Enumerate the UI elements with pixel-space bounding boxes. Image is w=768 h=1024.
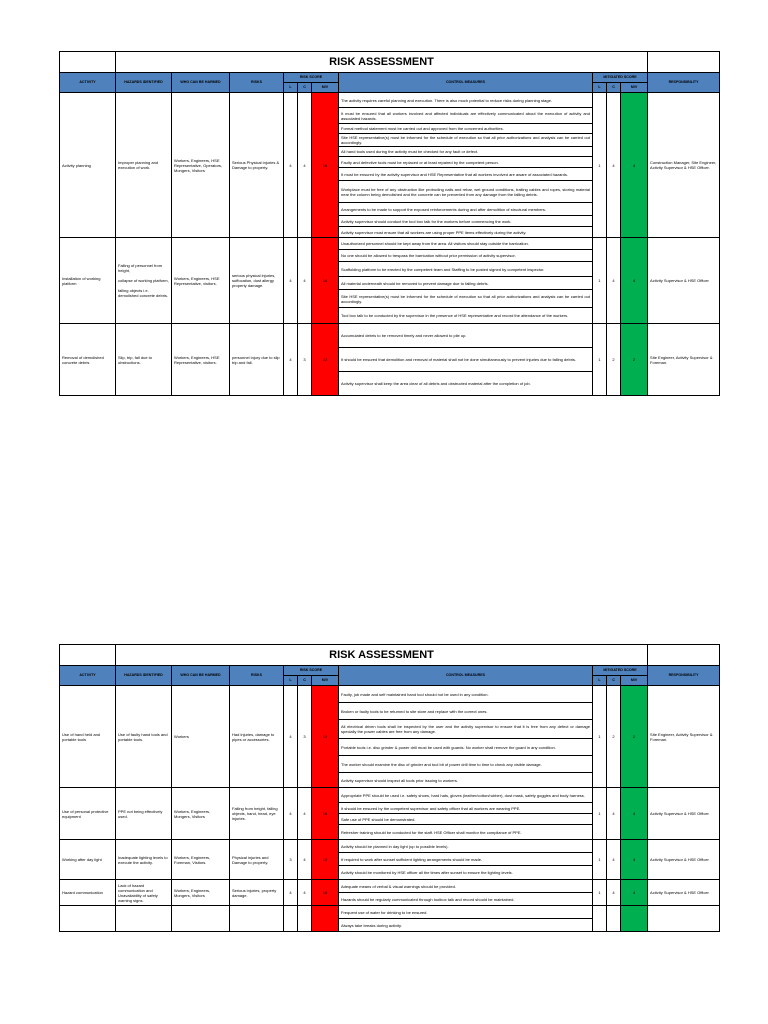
control-measure: Activity supervisor should inspect all tools prior issuing to workers. (339, 773, 593, 788)
consequence-cell: 3 (298, 324, 312, 396)
mitigated-likelihood-cell: 1 (593, 788, 607, 840)
control-measure: The worker should examine the disc of grinder and tool bit of power drill time to time to check any visible damage. (339, 756, 593, 773)
likelihood-cell: 4 (284, 686, 298, 788)
page-title: RISK ASSESSMENT (116, 645, 648, 666)
control-measure: All hand tools used during the activity must be checked for any fault or defect. (339, 147, 593, 157)
who-cell: Workers, Engineers, Mongers, Visitors (172, 788, 230, 840)
col-risk-score: RISK SCORE (284, 666, 339, 676)
control-measure: If required to work after sunset sufficient lighting arrangements should be made. (339, 853, 593, 866)
mitigated-mv-header: M/V (621, 83, 648, 93)
col-mitigated-score: MITIGATED SCORE (593, 73, 648, 83)
who-cell: Workers, Engineers, HSE Representative, Operators, Mongers, Visitors (172, 93, 230, 238)
likelihood-cell: 4 (284, 238, 298, 324)
activity-cell: Activity planning (60, 93, 116, 238)
mitigated-consequence-cell: 2 (607, 686, 621, 788)
likelihood-cell (284, 906, 298, 932)
col-mitigated-score: MITIGATED SCORE (593, 666, 648, 676)
mitigated-likelihood-cell: 1 (593, 880, 607, 906)
risks-cell: Falling from height, falling objects, hand, head, eye injuries. (230, 788, 284, 840)
responsibility-cell: Site Engineer, Activity Supervisor & Foreman. (648, 686, 720, 788)
control-measure: Site HSE representative(s) must be informed for the schedule of execution so that all prior authorizations and analysis can be carried out accordingly. (339, 290, 593, 308)
table-row (60, 906, 720, 919)
control-measure: The activity requires careful planning and execution. There is also much potential to reduce risks during planning stage. (339, 93, 593, 108)
responsibility-cell: Activity Supervisor & HSE Officer (648, 880, 720, 906)
control-measure: Activity should be planned in day light (up to possible levels). (339, 840, 593, 853)
col-responsibility: RESPONSIBILITY (648, 666, 720, 686)
control-measure: Faulty, job made and self maintained hand tool should not be used in any condition. (339, 686, 593, 703)
risk-assessment-sheet-2 (59, 644, 719, 932)
likelihood-cell: 4 (284, 324, 298, 396)
risk-value-cell: 16 (312, 238, 339, 324)
risks-cell: Serious Physical injuries & Damage to property. (230, 93, 284, 238)
control-measure: Tool box talk to be conducted by the supervisor in the presence of HSE representative and record the attendance of the workers. (339, 308, 593, 324)
control-measure: Adequate means of verbal & visual warnings should be provided. (339, 880, 593, 893)
who-cell: Workers, Engineers, Mongers, Visitors (172, 880, 230, 906)
control-measure: Faulty and defective tools must be replaced or at least repaired by the competent person. (339, 157, 593, 168)
risk-table (59, 644, 720, 932)
responsibility-cell: Activity Supervisor & HSE Officer (648, 840, 720, 880)
control-measure: Workplace must be free of any obstruction like protruding nails and rebar, wet ground conditions, trailing cables and ropes, storing material near the column being demolished and the concrete can be prevented from any damage from the falling debris. (339, 181, 593, 203)
consequence-cell: 4 (298, 93, 312, 238)
mitigated-l-header: L (593, 83, 607, 93)
risks-cell: Serious injuries, property damage. (230, 880, 284, 906)
mitigated-likelihood-cell: 1 (593, 238, 607, 324)
header-row (60, 73, 720, 83)
responsibility-cell: Construction Manager, Site Engineer, Activity Supervisor & HSE Officer. (648, 93, 720, 238)
mitigated-likelihood-cell: 1 (593, 840, 607, 880)
col-activity: ACTIVITY (60, 666, 116, 686)
risk-value-cell: 12 (312, 840, 339, 880)
title-spacer-left (60, 52, 116, 73)
risk-c-header: C (298, 83, 312, 93)
col-risk-score: RISK SCORE (284, 73, 339, 83)
control-measure: Frequent use of water for drinking to be ensured. (339, 906, 593, 919)
table-row (60, 93, 720, 108)
mitigated-value-cell: 2 (621, 686, 648, 788)
risk-c-header: C (298, 676, 312, 686)
mitigated-value-cell: 4 (621, 238, 648, 324)
control-measure: Always take breaks during activity. (339, 919, 593, 932)
mitigated-mv-header: M/V (621, 676, 648, 686)
mitigated-l-header: L (593, 676, 607, 686)
risk-mv-header: M/V (312, 83, 339, 93)
activity-cell: Hazard communication (60, 880, 116, 906)
title-spacer-right (648, 52, 720, 73)
risk-value-cell: 12 (312, 686, 339, 788)
control-measure: Activity should be monitored by HSE officer all the times after sunset to ensure the lighting levels. (339, 866, 593, 880)
mitigated-c-header: C (607, 83, 621, 93)
mitigated-value-cell: 4 (621, 788, 648, 840)
consequence-cell: 3 (298, 686, 312, 788)
title-row (60, 52, 720, 73)
col-control-measures: CONTROL MEASURES (339, 73, 593, 93)
control-measure: It must be ensured by the activity supervisor and HSE Representative that all workers involved are aware of associated hazards. (339, 168, 593, 181)
mitigated-value-cell: 2 (621, 324, 648, 396)
activity-cell: Use of hand held and portable tools (60, 686, 116, 788)
col-responsibility: RESPONSIBILITY (648, 73, 720, 93)
consequence-cell: 4 (298, 880, 312, 906)
mitigated-value-cell: 4 (621, 880, 648, 906)
control-measure: Appropriate PPE should be used i.e. safety shoes, hard hats, gloves (leather/cotton/rubber), dust mask, safety goggles and body harness. (339, 788, 593, 803)
control-measure: Arrangements to be made to support the exposed reinforcements during and after demolition of structural members. (339, 203, 593, 216)
control-measure: Broken or faulty tools to be returned to site store and replace with the correct ones. (339, 703, 593, 720)
risks-cell: Had injuries, damage to pipes or accessories. (230, 686, 284, 788)
mitigated-likelihood-cell (593, 906, 607, 932)
who-cell: Workers (172, 686, 230, 788)
risks-cell: serious physical injuries, suffocation, dust allergy property damage. (230, 238, 284, 324)
consequence-cell: 4 (298, 840, 312, 880)
control-measure: Unauthorized personnel should be kept away from the area. All visitors should stay outside the barrication. (339, 238, 593, 250)
risks-cell (230, 906, 284, 932)
col-who: WHO CAN BE HARMED (172, 73, 230, 93)
likelihood-cell: 3 (284, 840, 298, 880)
control-measure: No one should be allowed to trespass the barrication without prior permission of activity supervisor. (339, 250, 593, 262)
table-row (60, 238, 720, 250)
control-measure: All electrical driven tools shall be inspected by the user and the activity supervisor to ensure that it is free from any defect or damage specially the power cables are free from any damage. (339, 720, 593, 739)
mitigated-consequence-cell: 4 (607, 880, 621, 906)
mitigated-consequence-cell: 4 (607, 840, 621, 880)
control-measure: Safe use of PPE should be demonstrated. (339, 814, 593, 825)
risk-value-cell: 16 (312, 880, 339, 906)
control-measure: Refresher training should be conducted for the staff. HSE Officer shall monitor the compliance of PPE. (339, 825, 593, 840)
likelihood-cell: 4 (284, 93, 298, 238)
control-measure: Site HSE representative(s) must be informed for the schedule of execution so that all prior authorizations and analysis can be carried out accordingly. (339, 134, 593, 147)
likelihood-cell: 4 (284, 880, 298, 906)
risk-value-cell: 16 (312, 788, 339, 840)
risk-value-cell: 12 (312, 324, 339, 396)
col-activity: ACTIVITY (60, 73, 116, 93)
control-measure: All material underneath should be removed to prevent damage due to falling debris. (339, 277, 593, 290)
activity-cell (60, 906, 116, 932)
control-measure: It should be ensured that demolition and removal of material shall not be done simultaneously to prevent injuries due to falling debris. (339, 348, 593, 372)
table-row (60, 686, 720, 703)
control-measure: Accumulated debris to be removed timely and never allowed to pile up. (339, 324, 593, 348)
hazard-cell: Lack of hazard communication and Unavailability of safety warning signs. (116, 880, 172, 906)
control-measure: Activity supervisor should conduct the tool box talk for the workers before commencing the work. (339, 216, 593, 227)
responsibility-cell: Site Engineer, Activity Supervisor & Foreman. (648, 324, 720, 396)
who-cell: Workers, Engineers, Foreman, Visitors. (172, 840, 230, 880)
risk-assessment-sheet-1 (59, 51, 719, 396)
risk-value-cell (312, 906, 339, 932)
control-measure: Hazards should be regularly communicated through toolbox talk and record should be maintained. (339, 893, 593, 906)
activity-cell: Working after day light (60, 840, 116, 880)
control-measure: Portable tools i.e. disc grinder & power drill must be used with guards. No worker shall remove the guard in any condition. (339, 739, 593, 756)
col-who: WHO CAN BE HARMED (172, 666, 230, 686)
risks-cell: personnel injury due to slip trip and fall. (230, 324, 284, 396)
activity-cell: Removal of demolished concrete debris (60, 324, 116, 396)
mitigated-consequence-cell (607, 906, 621, 932)
consequence-cell: 4 (298, 788, 312, 840)
likelihood-cell: 4 (284, 788, 298, 840)
who-cell: Workers, Engineers, HSE Representative, visitors. (172, 324, 230, 396)
consequence-cell (298, 906, 312, 932)
hazard-cell: Inadequate lighting levels to execute the activity. (116, 840, 172, 880)
control-measure: It should be ensured by the competent supervisor and safety officer that all workers are wearing PPE. (339, 803, 593, 814)
hazard-cell: PPE not being effectively used. (116, 788, 172, 840)
risk-value-cell: 16 (312, 93, 339, 238)
control-measure: It must be ensured that all workers involved and affected individuals are effectively communicated about the execution of activity and associated hazards. (339, 108, 593, 124)
consequence-cell: 4 (298, 238, 312, 324)
hazard-cell: Use of faulty hand tools and portable tools. (116, 686, 172, 788)
responsibility-cell: Activity Supervisor & HSE Officer (648, 238, 720, 324)
control-measure: Activity supervisor shall keep the area clear of all debris and obstructed material after the completion of job. (339, 372, 593, 396)
control-measure: Formal method statement must be carried out and approved from the concerned authorities. (339, 124, 593, 134)
col-risks: RISKS (230, 666, 284, 686)
col-hazards: HAZARDS IDENTIFIED (116, 666, 172, 686)
table-row (60, 788, 720, 803)
title-spacer-right (648, 645, 720, 666)
mitigated-likelihood-cell: 1 (593, 324, 607, 396)
hazard-cell: Falling of personnel from height, collapse of working platform, falling objects i.e. demolished concrete debris. (116, 238, 172, 324)
hazard-cell: Slip, trip, fall due to obstructions. (116, 324, 172, 396)
mitigated-value-cell (621, 906, 648, 932)
responsibility-cell: Activity Supervisor & HSE Officer (648, 788, 720, 840)
mitigated-consequence-cell: 2 (607, 324, 621, 396)
hazard-cell (116, 906, 172, 932)
mitigated-consequence-cell: 4 (607, 93, 621, 238)
mitigated-value-cell: 4 (621, 93, 648, 238)
page-title: RISK ASSESSMENT (116, 52, 648, 73)
responsibility-cell (648, 906, 720, 932)
activity-cell: Use of personal protective equipment (60, 788, 116, 840)
risk-table (59, 51, 720, 396)
control-measure: Activity supervisor must ensure that all workers are using proper PPE items effectively during the activity. (339, 227, 593, 238)
risk-l-header: L (284, 83, 298, 93)
header-row (60, 666, 720, 676)
activity-cell: Installation of working platform (60, 238, 116, 324)
mitigated-likelihood-cell: 1 (593, 93, 607, 238)
risk-l-header: L (284, 676, 298, 686)
risks-cell: Physical injuries and Damage to property. (230, 840, 284, 880)
col-hazards: HAZARDS IDENTIFIED (116, 73, 172, 93)
mitigated-c-header: C (607, 676, 621, 686)
mitigated-value-cell: 4 (621, 840, 648, 880)
title-row (60, 645, 720, 666)
col-risks: RISKS (230, 73, 284, 93)
title-spacer-left (60, 645, 116, 666)
hazard-cell: Improper planning and execution of work. (116, 93, 172, 238)
risk-mv-header: M/V (312, 676, 339, 686)
who-cell (172, 906, 230, 932)
table-row (60, 324, 720, 348)
mitigated-likelihood-cell: 1 (593, 686, 607, 788)
who-cell: Workers, Engineers, HSE Representative, visitors. (172, 238, 230, 324)
col-control-measures: CONTROL MEASURES (339, 666, 593, 686)
table-row (60, 840, 720, 853)
mitigated-consequence-cell: 4 (607, 788, 621, 840)
control-measure: Scaffolding platform to be erected by the competent team and Staffing to be posted signed by competent inspector. (339, 262, 593, 277)
table-row (60, 880, 720, 893)
mitigated-consequence-cell: 4 (607, 238, 621, 324)
